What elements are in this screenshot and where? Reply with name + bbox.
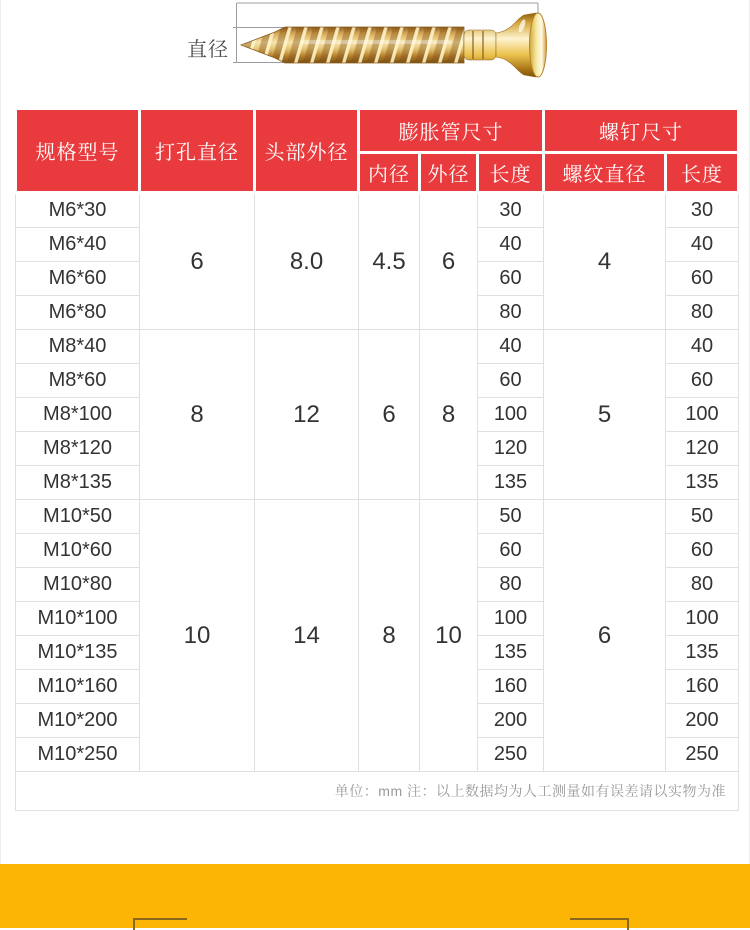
frame-corner-left (133, 918, 187, 930)
cell-tube-inner: 6 (359, 330, 420, 500)
cell-tube-length: 80 (478, 568, 544, 602)
cell-drill: 8 (140, 330, 255, 500)
cell-tube-length: 250 (478, 738, 544, 772)
cell-tube-length: 135 (478, 636, 544, 670)
cell-model: M10*160 (16, 670, 140, 704)
cell-screw-length: 135 (666, 466, 739, 500)
cell-tube-length: 40 (478, 330, 544, 364)
spec-table-body (16, 193, 739, 811)
header-tube-length: 长度 (478, 153, 544, 193)
screw-illustration (1, 0, 750, 107)
cell-screw-length: 60 (666, 534, 739, 568)
cell-model: M10*60 (16, 534, 140, 568)
cell-screw-length: 40 (666, 330, 739, 364)
cell-model: M6*30 (16, 193, 140, 228)
cell-model: M6*60 (16, 262, 140, 296)
cell-tube-length: 100 (478, 602, 544, 636)
diameter-label: 直径 (187, 39, 229, 61)
cell-tube-length: 30 (478, 193, 544, 228)
cell-model: M10*100 (16, 602, 140, 636)
cell-head: 14 (255, 500, 359, 772)
cell-tube-length: 120 (478, 432, 544, 466)
cell-tube-length: 100 (478, 398, 544, 432)
cell-model: M10*135 (16, 636, 140, 670)
cell-screw-length: 40 (666, 228, 739, 262)
cell-tube-length: 60 (478, 534, 544, 568)
frame-corner-right (570, 918, 629, 930)
cell-thread: 6 (544, 500, 666, 772)
header-head-outer-diameter: 头部外径 (255, 109, 359, 193)
cell-model: M6*80 (16, 296, 140, 330)
cell-model: M8*60 (16, 364, 140, 398)
cell-head: 12 (255, 330, 359, 500)
table-row (16, 193, 739, 228)
spec-table (14, 107, 740, 811)
cell-tube-inner: 4.5 (359, 193, 420, 330)
cell-thread: 4 (544, 193, 666, 330)
header-thread-diameter: 螺纹直径 (544, 153, 666, 193)
cell-tube-length: 200 (478, 704, 544, 738)
cell-drill: 6 (140, 193, 255, 330)
header-drill-diameter: 打孔直径 (140, 109, 255, 193)
cell-drill: 10 (140, 500, 255, 772)
cell-model: M10*50 (16, 500, 140, 534)
table-row (16, 330, 739, 364)
cell-screw-length: 200 (666, 704, 739, 738)
cell-model: M8*135 (16, 466, 140, 500)
header-tube-group: 膨胀管尺寸 (359, 109, 544, 153)
spec-table-header (16, 109, 739, 193)
cell-screw-length: 80 (666, 296, 739, 330)
cell-tube-length: 50 (478, 500, 544, 534)
header-screw-group: 螺钉尺寸 (544, 109, 739, 153)
cell-tube-length: 40 (478, 228, 544, 262)
cell-screw-length: 50 (666, 500, 739, 534)
cell-head: 8.0 (255, 193, 359, 330)
cell-tube-length: 160 (478, 670, 544, 704)
cell-tube-outer: 10 (420, 500, 478, 772)
cell-model: M10*200 (16, 704, 140, 738)
cell-screw-length: 135 (666, 636, 739, 670)
cell-model: M8*100 (16, 398, 140, 432)
cell-tube-length: 135 (478, 466, 544, 500)
product-diagram (1, 0, 749, 107)
cell-screw-length: 60 (666, 364, 739, 398)
cell-screw-length: 120 (666, 432, 739, 466)
cell-screw-length: 80 (666, 568, 739, 602)
bottom-banner (0, 864, 750, 928)
cell-model: M10*80 (16, 568, 140, 602)
cell-screw-length: 60 (666, 262, 739, 296)
header-model: 规格型号 (16, 109, 140, 193)
cell-tube-outer: 8 (420, 330, 478, 500)
cell-thread: 5 (544, 330, 666, 500)
header-tube-outer: 外径 (420, 153, 478, 193)
header-tube-inner: 内径 (359, 153, 420, 193)
cell-model: M8*120 (16, 432, 140, 466)
cell-screw-length: 30 (666, 193, 739, 228)
cell-model: M10*250 (16, 738, 140, 772)
table-note-row (16, 772, 739, 811)
cell-model: M6*40 (16, 228, 140, 262)
cell-tube-outer: 6 (420, 193, 478, 330)
cell-screw-length: 160 (666, 670, 739, 704)
cell-model: M8*40 (16, 330, 140, 364)
table-row (16, 500, 739, 534)
cell-screw-length: 100 (666, 602, 739, 636)
header-screw-length: 长度 (666, 153, 739, 193)
cell-tube-length: 80 (478, 296, 544, 330)
header-row-groups (16, 109, 739, 153)
cell-screw-length: 250 (666, 738, 739, 772)
cell-tube-inner: 8 (359, 500, 420, 772)
cell-tube-length: 60 (478, 364, 544, 398)
screw-body (241, 13, 547, 77)
cell-screw-length: 100 (666, 398, 739, 432)
cell-tube-length: 60 (478, 262, 544, 296)
measurement-note: 单位：mm 注：以上数据均为人工测量如有误差请以实物为准 (16, 772, 739, 811)
